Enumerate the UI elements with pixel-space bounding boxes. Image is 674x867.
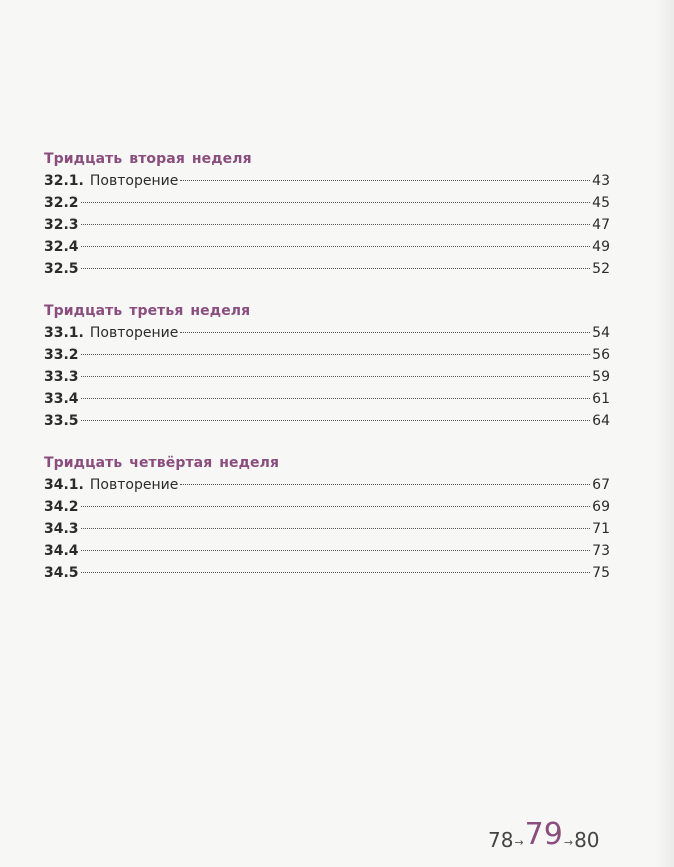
toc-entry-32-2[interactable] xyxy=(44,192,610,214)
entry-page: 54 xyxy=(592,325,610,341)
entry-page: 56 xyxy=(592,347,610,363)
toc-section-week-32 xyxy=(44,148,610,280)
entry-title: Повторение xyxy=(89,325,179,341)
dot-leader xyxy=(81,506,591,507)
toc-entry-32-4[interactable] xyxy=(44,236,610,258)
entry-title: Повторение xyxy=(89,477,179,493)
entry-number: 33.1. xyxy=(44,325,84,341)
toc-entry-33-2[interactable] xyxy=(44,344,610,366)
entry-number: 33.2 xyxy=(44,347,79,363)
dot-leader xyxy=(81,224,591,225)
entry-title: Повторение xyxy=(89,173,179,189)
dot-leader xyxy=(81,202,591,203)
prev-page-number[interactable]: 78 xyxy=(488,828,514,852)
toc-entry-33-5[interactable] xyxy=(44,410,610,432)
entry-number: 34.4 xyxy=(44,543,79,559)
entry-number: 32.1. xyxy=(44,173,84,189)
entry-page: 59 xyxy=(592,369,610,385)
entry-page: 75 xyxy=(592,565,610,581)
dot-leader xyxy=(180,180,590,181)
page-edge-shadow xyxy=(656,0,674,867)
entry-number: 33.3 xyxy=(44,369,79,385)
entry-page: 43 xyxy=(592,173,610,189)
entry-page: 71 xyxy=(592,521,610,537)
entry-page: 52 xyxy=(592,261,610,277)
entry-number: 34.3 xyxy=(44,521,79,537)
toc-entry-33-3[interactable] xyxy=(44,366,610,388)
entry-page: 61 xyxy=(592,391,610,407)
dot-leader xyxy=(81,268,591,269)
dot-leader xyxy=(81,246,591,247)
toc-entry-34-2[interactable] xyxy=(44,496,610,518)
dot-leader xyxy=(81,550,591,551)
toc-section-week-34 xyxy=(44,452,610,584)
dot-leader xyxy=(81,572,591,573)
table-of-contents xyxy=(44,148,610,604)
entry-page: 49 xyxy=(592,239,610,255)
toc-entry-34-1[interactable] xyxy=(44,474,610,496)
entry-page: 73 xyxy=(592,543,610,559)
entry-number: 32.3 xyxy=(44,217,79,233)
toc-section-week-33 xyxy=(44,300,610,432)
current-page-number: 79 xyxy=(524,817,563,852)
toc-entry-34-3[interactable] xyxy=(44,518,610,540)
page-navigator xyxy=(488,812,618,852)
arrow-right-icon: → xyxy=(563,836,574,849)
entry-number: 32.5 xyxy=(44,261,79,277)
entry-page: 45 xyxy=(592,195,610,211)
arrow-right-icon: → xyxy=(514,836,524,849)
dot-leader xyxy=(81,354,591,355)
dot-leader xyxy=(81,376,591,377)
dot-leader xyxy=(81,420,591,421)
entry-number: 34.2 xyxy=(44,499,79,515)
next-page-number[interactable]: 80 xyxy=(574,828,600,852)
section-title: Тридцать четвёртая неделя xyxy=(44,455,280,471)
entry-page: 69 xyxy=(592,499,610,515)
toc-entry-32-5[interactable] xyxy=(44,258,610,280)
entry-page: 67 xyxy=(592,477,610,493)
section-title: Тридцать вторая неделя xyxy=(44,151,252,167)
toc-entry-33-1[interactable] xyxy=(44,322,610,344)
toc-entry-32-1[interactable] xyxy=(44,170,610,192)
toc-entry-34-5[interactable] xyxy=(44,562,610,584)
dot-leader xyxy=(81,528,591,529)
toc-entry-34-4[interactable] xyxy=(44,540,610,562)
entry-number: 33.4 xyxy=(44,391,79,407)
entry-page: 64 xyxy=(592,413,610,429)
entry-page: 47 xyxy=(592,217,610,233)
entry-number: 34.5 xyxy=(44,565,79,581)
entry-number: 34.1. xyxy=(44,477,84,493)
entry-number: 32.2 xyxy=(44,195,79,211)
dot-leader xyxy=(81,398,591,399)
toc-entry-33-4[interactable] xyxy=(44,388,610,410)
entry-number: 32.4 xyxy=(44,239,79,255)
section-title: Тридцать третья неделя xyxy=(44,303,251,319)
entry-number: 33.5 xyxy=(44,413,79,429)
toc-entry-32-3[interactable] xyxy=(44,214,610,236)
dot-leader xyxy=(180,332,590,333)
dot-leader xyxy=(180,484,590,485)
